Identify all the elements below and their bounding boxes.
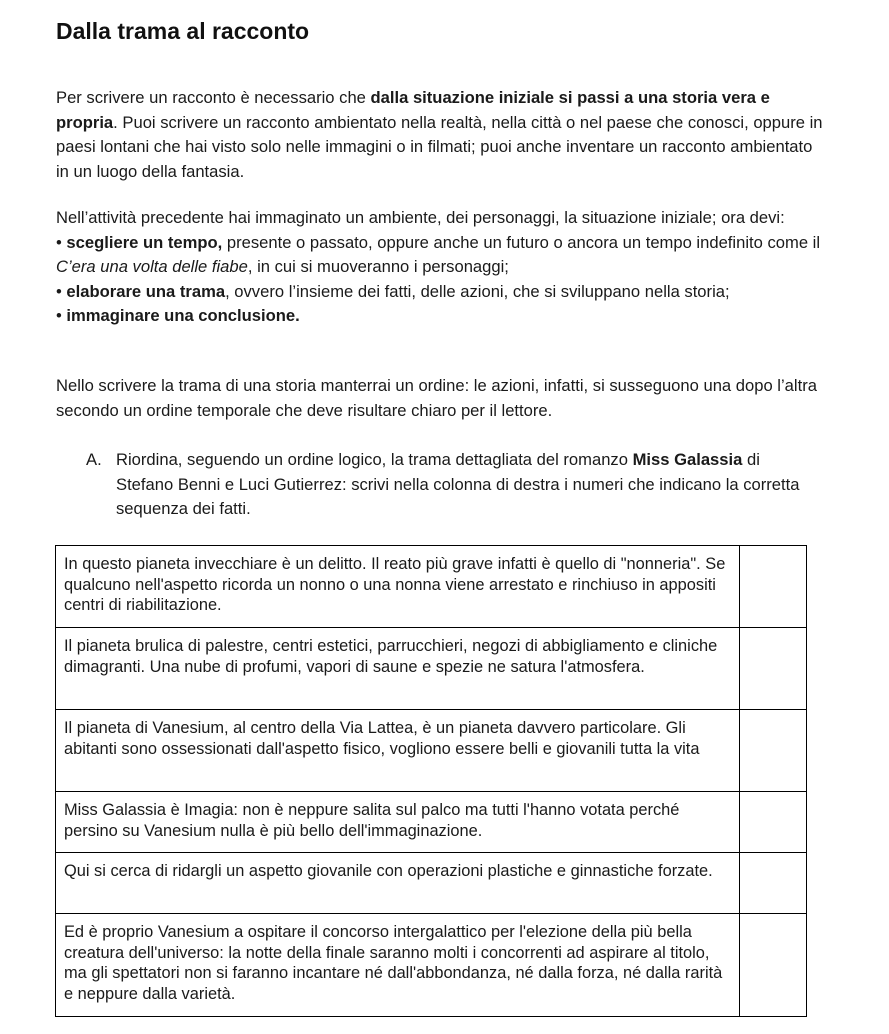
task-letter: A. <box>86 450 102 469</box>
sequence-number-cell[interactable] <box>740 853 807 914</box>
sequence-number-cell[interactable] <box>740 546 807 628</box>
sequence-number-input[interactable] <box>740 792 806 852</box>
intro-bold: dalla situazione iniziale si passi a una storia vera e propria <box>56 88 770 132</box>
intro-text-2: . Puoi scrivere un racconto ambientato nella realtà, nella città o nel paese che conosci, oppure in paesi lontani che hai visto solo nelle immagini o in filmati; puoi anche inventare un racconto ambientato in un luogo della fantasia. <box>56 112 823 181</box>
bullet-trama-bold: elaborare una trama <box>66 281 226 301</box>
bullet-tempo: • scegliere un tempo, presente o passato, oppure anche un futuro o ancora un tempo indefinito come il C’era una volta delle fiabe, in cui si muoveranno i personaggi; <box>56 232 821 276</box>
event-text: Qui si cerca di ridargli un aspetto giovanile con operazioni plastiche e ginnastiche forzate. <box>56 853 740 914</box>
sequence-number-input[interactable] <box>740 710 806 791</box>
bullet-conclusione-bold: immaginare una conclusione. <box>66 306 300 325</box>
table-row <box>56 792 807 853</box>
sequence-table <box>55 545 807 1017</box>
table-row <box>56 853 807 914</box>
sequence-number-input[interactable] <box>740 546 806 627</box>
bullet-tempo-text-2: , in cui si muoveranno i personaggi; <box>247 257 509 276</box>
activity-paragraph <box>56 206 826 329</box>
bullet-tempo-text-1: presente o passato, oppure anche un futuro o ancora un tempo indefinito come il <box>222 232 821 252</box>
sequence-number-cell[interactable] <box>740 628 807 710</box>
event-text: Il pianeta brulica di palestre, centri estetici, parrucchieri, negozi di abbigliamento e cliniche dimagranti. Una nube di profumi, vapori di saune e spezie ne satura l'atmosfera. <box>56 628 740 710</box>
event-text: Miss Galassia è Imagia: non è neppure salita sul palco ma tutti l'hanno votata perché persino su Vanesium nulla è più bello dell'immaginazione. <box>56 792 740 853</box>
intro-text-1: Per scrivere un racconto è necessario che <box>56 88 371 107</box>
event-text: In questo pianeta invecchiare è un delitto. Il reato più grave infatti è quello di "nonneria". Se qualcuno nell'aspetto ricorda un nonno o una nonna viene arrestato e rinchiuso in appositi centri di riabilitazione. <box>56 546 740 628</box>
table-row <box>56 628 807 710</box>
sequence-number-cell[interactable] <box>740 792 807 853</box>
table-row <box>56 710 807 792</box>
table-row <box>56 546 807 628</box>
task-text-2: di Stefano Benni e Luci Gutierrez: scrivi nella colonna di destra i numeri che indicano la corretta sequenza dei fatti. <box>116 450 800 518</box>
bullet-tempo-bold: scegliere un tempo, <box>66 232 223 252</box>
page-title: Dalla trama al racconto <box>56 18 310 44</box>
task-book-title: Miss Galassia <box>632 450 743 469</box>
intro-paragraph <box>56 86 826 184</box>
task-body <box>116 448 812 522</box>
order-note: Nello scrivere la trama di una storia manterrai un ordine: le azioni, infatti, si susseguono una dopo l’altra secondo un ordine temporale che deve risultare chiaro per il lettore. <box>56 376 817 420</box>
table-row <box>56 914 807 1017</box>
sequence-number-input[interactable] <box>740 853 806 913</box>
sequence-number-input[interactable] <box>740 628 806 709</box>
sequence-number-cell[interactable] <box>740 710 807 792</box>
bullet-tempo-italic: C’era una volta delle fiabe <box>56 257 248 276</box>
task-instruction <box>86 448 812 522</box>
event-text: Il pianeta di Vanesium, al centro della Via Lattea, è un pianeta davvero particolare. Gli abitanti sono ossessionati dall'aspetto fisico, vogliono essere belli e giovanili tutta la vita <box>56 710 740 792</box>
event-text: Ed è proprio Vanesium a ospitare il concorso intergalattico per l'elezione della più bella creatura dell'universo: la notte della finale saranno molti i concorrenti ad aspirare al titolo, ma gli spettatori non si faranno incantare né dall'abbondanza, né dalla forza, né dalla rarità e neppure dalla varietà. <box>56 914 740 1017</box>
bullet-conclusione: • immaginare una conclusione. <box>56 306 300 325</box>
sequence-number-cell[interactable] <box>740 914 807 1017</box>
sequence-number-input[interactable] <box>740 914 806 1016</box>
activity-intro: Nell’attività precedente hai immaginato un ambiente, dei personaggi, la situazione iniziale; ora devi: <box>56 208 785 227</box>
bullet-trama: • elaborare una trama, ovvero l’insieme dei fatti, delle azioni, che si sviluppano nella storia; <box>56 281 730 301</box>
bullet-trama-text: , ovvero l’insieme dei fatti, delle azioni, che si sviluppano nella storia; <box>225 281 730 301</box>
task-text-1: Riordina, seguendo un ordine logico, la trama dettagliata del romanzo <box>116 450 633 469</box>
